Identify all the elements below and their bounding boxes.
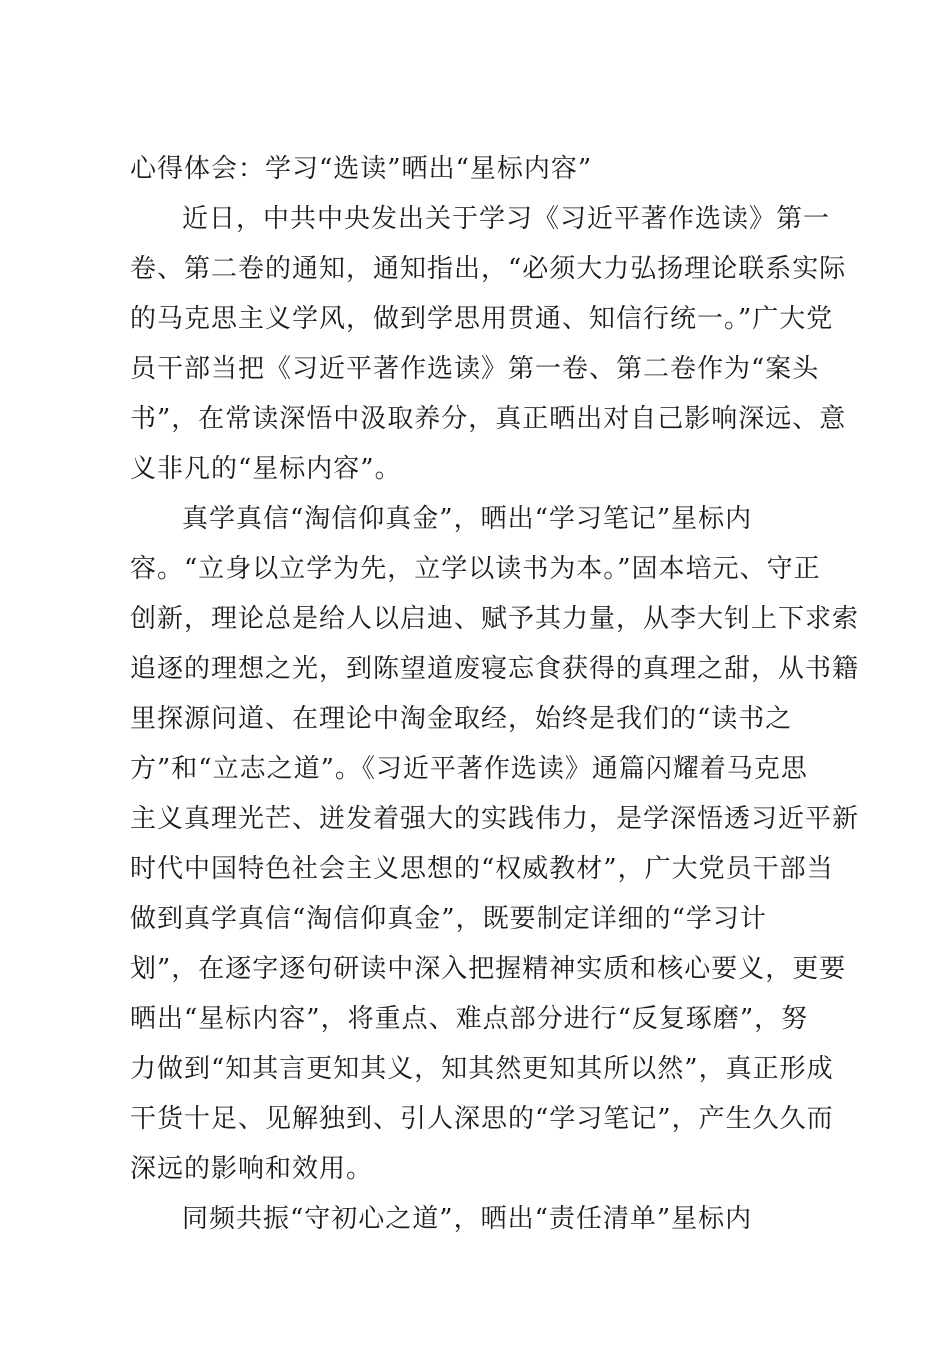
document-title: 心得体会：学习“选读”晒出“星标内容” (130, 154, 593, 184)
paragraph-line: 卷、第二卷的通知，通知指出，“必须大力弘扬理论联系实际 (130, 254, 847, 284)
paragraph-line: 创新，理论总是给人以启迪、赋予其力量，从李大钊上下求索 (130, 604, 860, 634)
paragraph-line: 的马克思主义学风，做到学思用贯通、知信行统一。”广大党 (130, 304, 834, 334)
paragraph-line: 里探源问道、在理论中淘金取经，始终是我们的“读书之 (130, 704, 793, 734)
paragraph-line: 晒出“星标内容”，将重点、难点部分进行“反复琢磨”，努 (130, 1004, 809, 1034)
paragraph-line: 容。“立身以立学为先，立学以读书为本。”固本培元、守正 (130, 554, 821, 584)
paragraph-line: 同频共振“守初心之道”，晒出“责任清单”星标内 (182, 1204, 753, 1234)
paragraph-line: 深远的影响和效用。 (130, 1154, 374, 1184)
paragraph-line: 义非凡的“星标内容”。 (130, 454, 402, 484)
paragraph-line: 方”和“立志之道”。《习近平著作选读》通篇闪耀着马克思 (130, 754, 808, 784)
paragraph-line: 力做到“知其言更知其义，知其然更知其所以然”，真正形成 (130, 1054, 834, 1084)
paragraph-line: 时代中国特色社会主义思想的“权威教材”，广大党员干部当 (130, 854, 834, 884)
paragraph-line: 近日，中共中央发出关于学习《习近平著作选读》第一 (182, 204, 831, 234)
paragraph-line: 追逐的理想之光，到陈望道废寝忘食获得的真理之甜，从书籍 (130, 654, 860, 684)
paragraph-line: 做到真学真信“淘信仰真金”，既要制定详细的“学习计 (130, 904, 767, 934)
paragraph-line: 主义真理光芒、迸发着强大的实践伟力，是学深悟透习近平新 (130, 804, 860, 834)
paragraph-line: 划”，在逐字逐句研读中深入把握精神实质和核心要义，更要 (130, 954, 847, 984)
paragraph-line: 真学真信“淘信仰真金”，晒出“学习笔记”星标内 (182, 504, 753, 534)
paragraph-line: 书”，在常读深悟中汲取养分，真正晒出对自己影响深远、意 (130, 404, 847, 434)
paragraph-line: 干货十足、见解独到、引人深思的“学习笔记”，产生久久而 (130, 1104, 834, 1134)
paragraph-line: 员干部当把《习近平著作选读》第一卷、第二卷作为“案头 (130, 354, 820, 384)
